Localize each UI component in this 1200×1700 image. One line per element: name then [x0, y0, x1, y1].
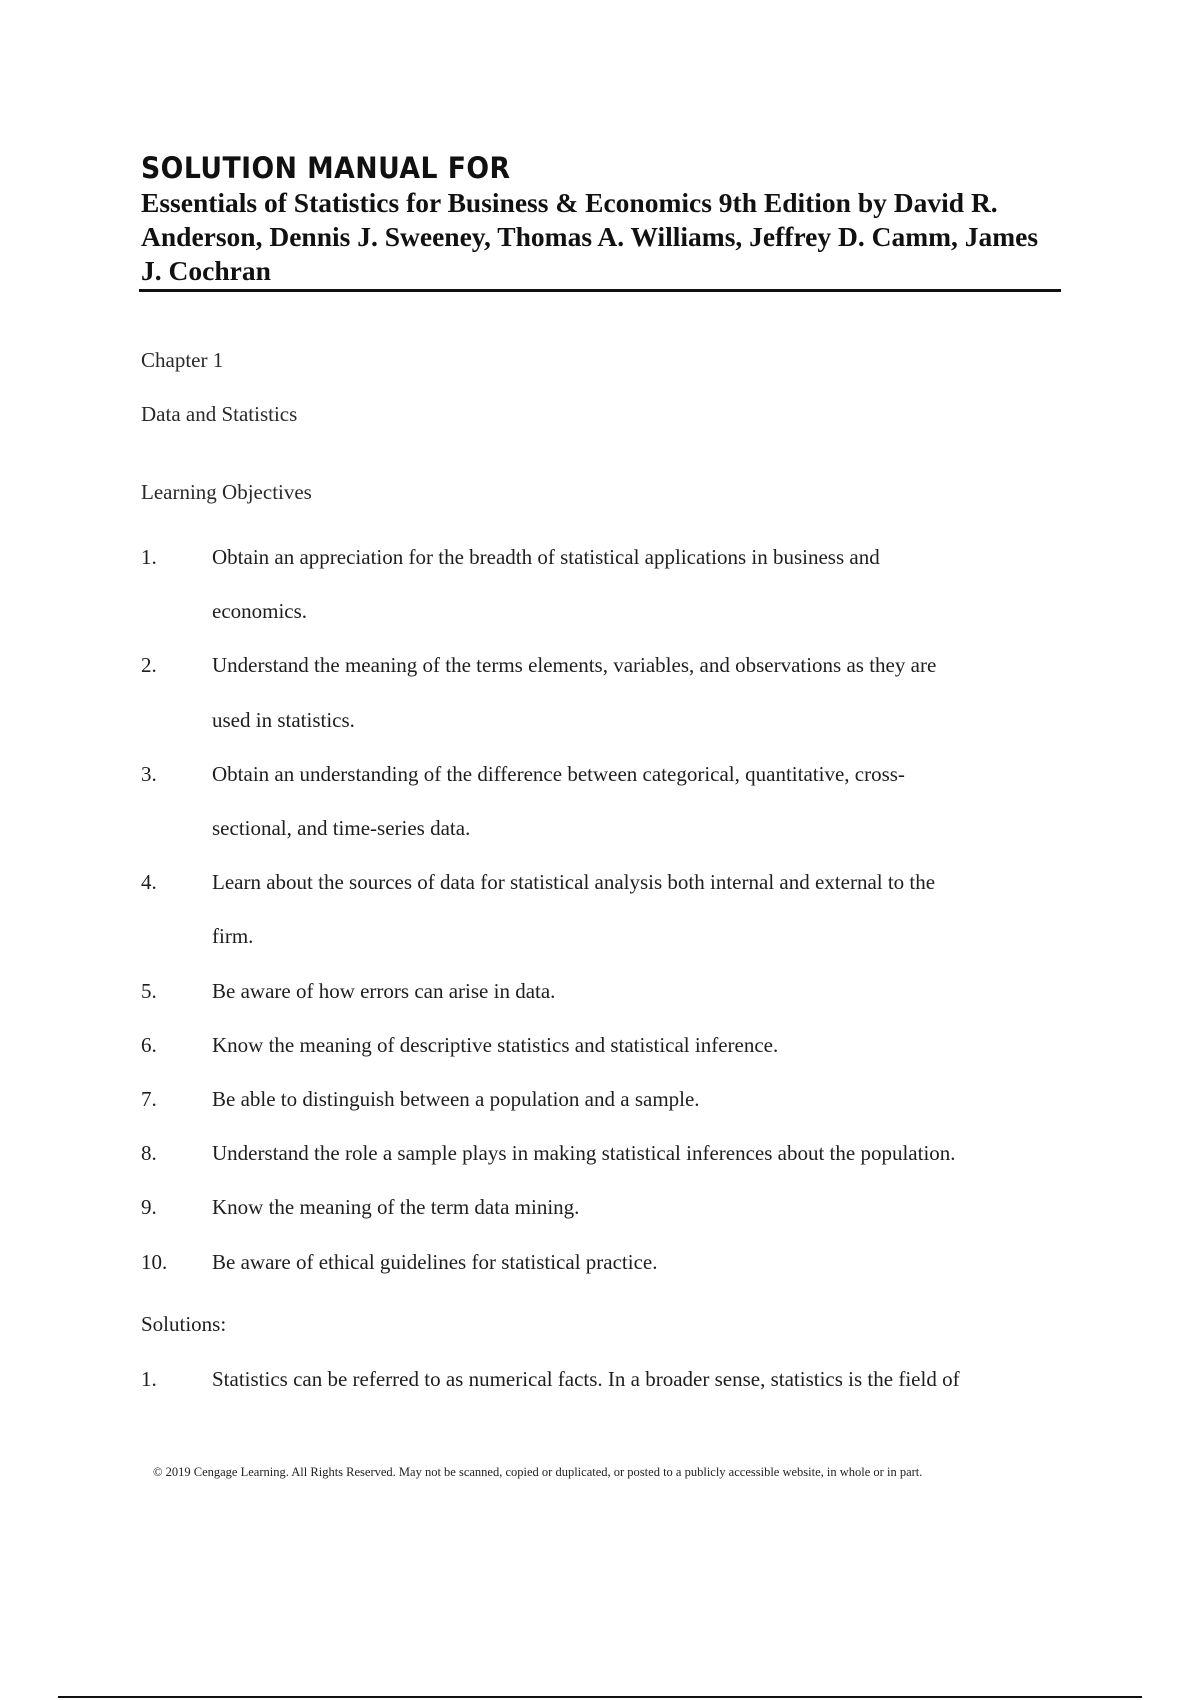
- copyright-notice: © 2019 Cengage Learning. All Rights Reserved. May not be scanned, copied or duplicated, or posted to a publicly accessible website, in whole or in part.: [153, 1465, 923, 1479]
- objective-number: 6.: [141, 1032, 157, 1057]
- objective-text: Understand the meaning of the terms elements, variables, and observations as they are: [212, 653, 937, 678]
- objective-number: 7.: [141, 1087, 157, 1112]
- objective-item: [141, 1126, 1071, 1180]
- objective-item: [141, 1072, 1071, 1126]
- solution-item: [141, 1367, 1071, 1392]
- header-divider: [139, 289, 1061, 292]
- objective-text: Learn about the sources of data for statistical analysis both internal and external to the: [212, 870, 936, 895]
- learning-objectives-heading: Learning Objectives: [141, 480, 312, 504]
- objective-number: 9.: [141, 1195, 157, 1220]
- objective-text: Be aware of how errors can arise in data.: [212, 978, 556, 1003]
- objective-item: [141, 638, 1071, 746]
- chapter-name: Data and Statistics: [141, 402, 298, 426]
- document-header: [141, 150, 1061, 288]
- objective-item: [141, 855, 1071, 963]
- objective-text: Be aware of ethical guidelines for statistical practice.: [212, 1249, 658, 1274]
- objective-text-continued: firm.: [212, 924, 254, 949]
- solution-text: Statistics can be referred to as numerical facts. In a broader sense, statistics is the field of: [212, 1367, 960, 1391]
- objective-text: Obtain an understanding of the difference between categorical, quantitative, cross-: [212, 761, 905, 786]
- learning-objectives-list: [141, 530, 1071, 1289]
- objective-number: 1.: [141, 545, 157, 569]
- manual-label: SOLUTION MANUAL FOR: [141, 151, 511, 185]
- objective-text: Be able to distinguish between a population and a sample.: [212, 1087, 700, 1112]
- objective-text-continued: economics.: [212, 599, 308, 624]
- objective-number: 8.: [141, 1141, 157, 1166]
- objective-item: [141, 1235, 1071, 1289]
- page-bottom-divider: [58, 1696, 1142, 1698]
- solutions-heading: Solutions:: [141, 1312, 227, 1336]
- objective-text: Know the meaning of the term data mining.: [212, 1195, 580, 1220]
- objective-number: 5.: [141, 978, 157, 1003]
- objective-item: [141, 530, 1071, 638]
- objective-text: Obtain an appreciation for the breadth of statistical applications in business and: [212, 545, 880, 569]
- objective-item: [141, 1018, 1071, 1072]
- objective-number: 3.: [141, 761, 157, 786]
- objective-number: 10.: [141, 1249, 168, 1274]
- objective-number: 4.: [141, 870, 157, 895]
- book-title: Essentials of Statistics for Business & Economics 9th Edition by David R. Anderson, Dennis J. Sweeney, Thomas A. Williams, Jeffrey D. Camm, James J. Cochran: [141, 187, 1039, 286]
- objective-item: [141, 1180, 1071, 1234]
- objective-text: Know the meaning of descriptive statistics and statistical inference.: [212, 1032, 779, 1057]
- objective-text-continued: used in statistics.: [212, 707, 355, 732]
- objective-item: [141, 964, 1071, 1018]
- chapter-label: Chapter 1: [141, 348, 224, 372]
- objective-item: [141, 747, 1071, 855]
- objective-number: 2.: [141, 653, 157, 678]
- objective-text-continued: sectional, and time-series data.: [212, 816, 471, 841]
- objective-text: Understand the role a sample plays in making statistical inferences about the population.: [212, 1141, 956, 1166]
- solution-number: 1.: [141, 1367, 157, 1391]
